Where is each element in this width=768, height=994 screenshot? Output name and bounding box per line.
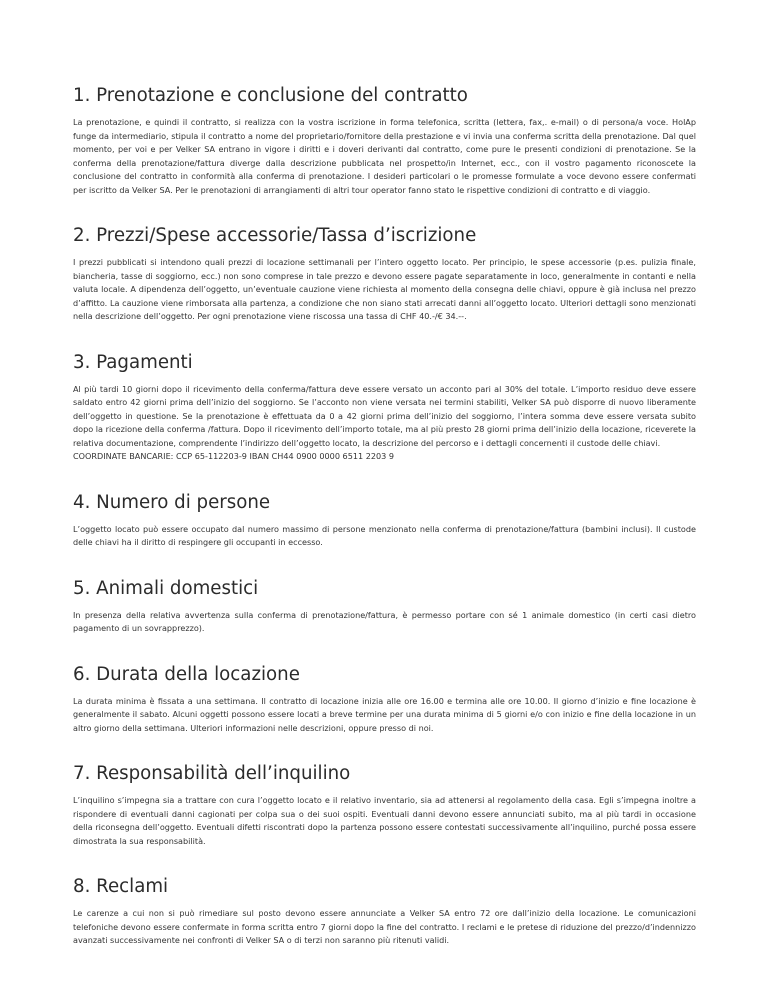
section-heading: 7. Responsabilità dell’inquilino: [73, 763, 351, 784]
section-durata: [73, 663, 696, 736]
section-body: Al più tardi 10 giorni dopo il ricevimento della conferma/fattura deve essere versato un acconto pari al 30% del totale. L’importo residuo deve essere saldato entro 42 giorni prima dell’inizio del soggiorno. Se l’acconto non viene versata nei termini stabiliti, Velker SA può disporre di nuovo liberamente dell’oggetto in questione. Se la prenotazione è effettuata da 0 a 42 giorni prima dell’inizio del soggiorno, l’intera somma deve essere versata subito dopo la ricezione della conferma /fattura. Dopo il ricevimento dell’importo totale, ma al più presto 28 giorni prima dell’inizio della locazione, riceverete la relativa documentazione, comprendente l’indirizzo dell’oggetto locato, la descrizione del percorso e i dettagli concernenti il custode delle chiavi.: [73, 383, 696, 448]
section-prezzi: [73, 224, 696, 324]
section-heading: 1. Prenotazione e conclusione del contratto: [73, 85, 468, 106]
section-body: In presenza della relativa avvertenza sulla conferma di prenotazione/fattura, è permesso portare con sé 1 animale domestico (in certi casi dietro pagamento di un sovrapprezzo).: [73, 609, 696, 633]
section-persone: [73, 491, 696, 550]
section-pagamenti: [73, 351, 696, 464]
section-animali: [73, 577, 696, 636]
section-body: Le carenze a cui non si può rimediare sul posto devono essere annunciate a Velker SA entro 72 ore dall’inizio della locazione. Le comunicazioni telefoniche devono essere confermate in forma scritta entro 7 giorni dopo la fine del contratto. I reclami e le pretese di riduzione del prezzo/d’indennizzo avanzati successivamente nei confronti di Velker SA o di terzi non saranno più ritenuti validi.: [73, 908, 696, 945]
section-heading: 8. Reclami: [73, 876, 169, 897]
section-heading: 2. Prezzi/Spese accessorie/Tassa d’iscrizione: [73, 225, 477, 246]
section-prenotazione: [73, 84, 696, 197]
section-body: La prenotazione, e quindi il contratto, si realizza con la vostra iscrizione in forma telefonica, scritta (lettera, fax,. e-mail) o di persona/a voce. HolAp funge da intermediario, stipula il contratto a nome del proprietario/fornitore della prestazione e vi invia una conferma scritta della prenotazione. Dal quel momento, per voi e per Velker SA entrano in vigore i diritti e i doveri derivanti dal contratto, come pure le presenti condizioni di prenotazione. Se la conferma della prenotazione/fattura diverge dalla descrizione pubblicata nel prospetto/in Internet, ecc., con il vostro pagamento riconoscete la conclusione del contratto in conformità alla conferma di prenotazione. I desideri particolari o le promesse formulate a voce devono essere confermati per iscritto da Velker SA. Per le prenotazioni di arrangiamenti di altri tour operator fanno stato le rispettive condizioni di contratto e di viaggio.: [73, 117, 696, 195]
section-responsabilita: [73, 762, 696, 848]
section-body-wrapper: [73, 383, 696, 464]
section-heading: 6. Durata della locazione: [73, 663, 300, 685]
section-body: L’oggetto locato può essere occupato dal numero massimo di persone menzionato nella conferma di prenotazione/fattura (bambini inclusi). Il custode delle chiavi ha il diritto di respingere gli occupanti in eccesso.: [73, 523, 696, 547]
section-heading: 3. Pagamenti: [73, 351, 193, 373]
section-reclami: [73, 875, 696, 948]
section-body: La durata minima è fissata a una settimana. Il contratto di locazione inizia alle ore 16.00 e termina alle ore 10.00. Il giorno d’inizio e fine locazione è generalmente il sabato. Alcuni oggetti possono essere locati a breve termine per una durata minima di 5 giorni e/o con inizio e fine della locazione in un altro giorno della settimana. Ulteriori informazioni nelle descrizioni, oppure presso di noi.: [73, 695, 696, 733]
bank-details: COORDINATE BANCARIE: CCP 65-112203-9 IBAN CH44 0900 0000 6511 2203 9: [73, 451, 395, 461]
section-heading: 4. Numero di persone: [73, 491, 271, 513]
section-body: L’inquilino s’impegna sia a trattare con cura l’oggetto locato e il relativo inventario, sia ad attenersi al regolamento della casa. Egli s’impegna inoltre a rispondere di eventuali danni cagionati per colpa sua o dei suoi ospiti. Eventuali danni devono essere annunciati subito, ma al più tardi in occasione della riconsegna dell’oggetto. Eventuali difetti riscontrati dopo la partenza possono essere contestati successivamente all’inquilino, purché possa essere dimostrata la sua responsabilità.: [73, 795, 696, 846]
section-heading: 5. Animali domestici: [73, 577, 259, 599]
document-page: [73, 84, 696, 975]
section-body: I prezzi pubblicati si intendono quali prezzi di locazione settimanali per l’intero oggetto locato. Per principio, le spese accessorie (p.es. pulizia finale, biancheria, tasse di soggiorno, ecc.) non sono comprese in tale prezzo e devono essere pagate separatamente in loco, generalmente in contanti e nella valuta locale. A dipendenza dell’oggetto, un’eventuale cauzione viene richiesta al momento della consegna delle chiavi, oppure è già inclusa nel prezzo d’affitto. La cauzione viene rimborsata alla partenza, a condizione che non siano stati arrecati danni all’oggetto locato. Ulteriori dettagli sono menzionati nella descrizione dell’oggetto. Per ogni prenotazione viene riscossa una tassa di CHF 40.-/€ 34.--.: [73, 257, 696, 321]
